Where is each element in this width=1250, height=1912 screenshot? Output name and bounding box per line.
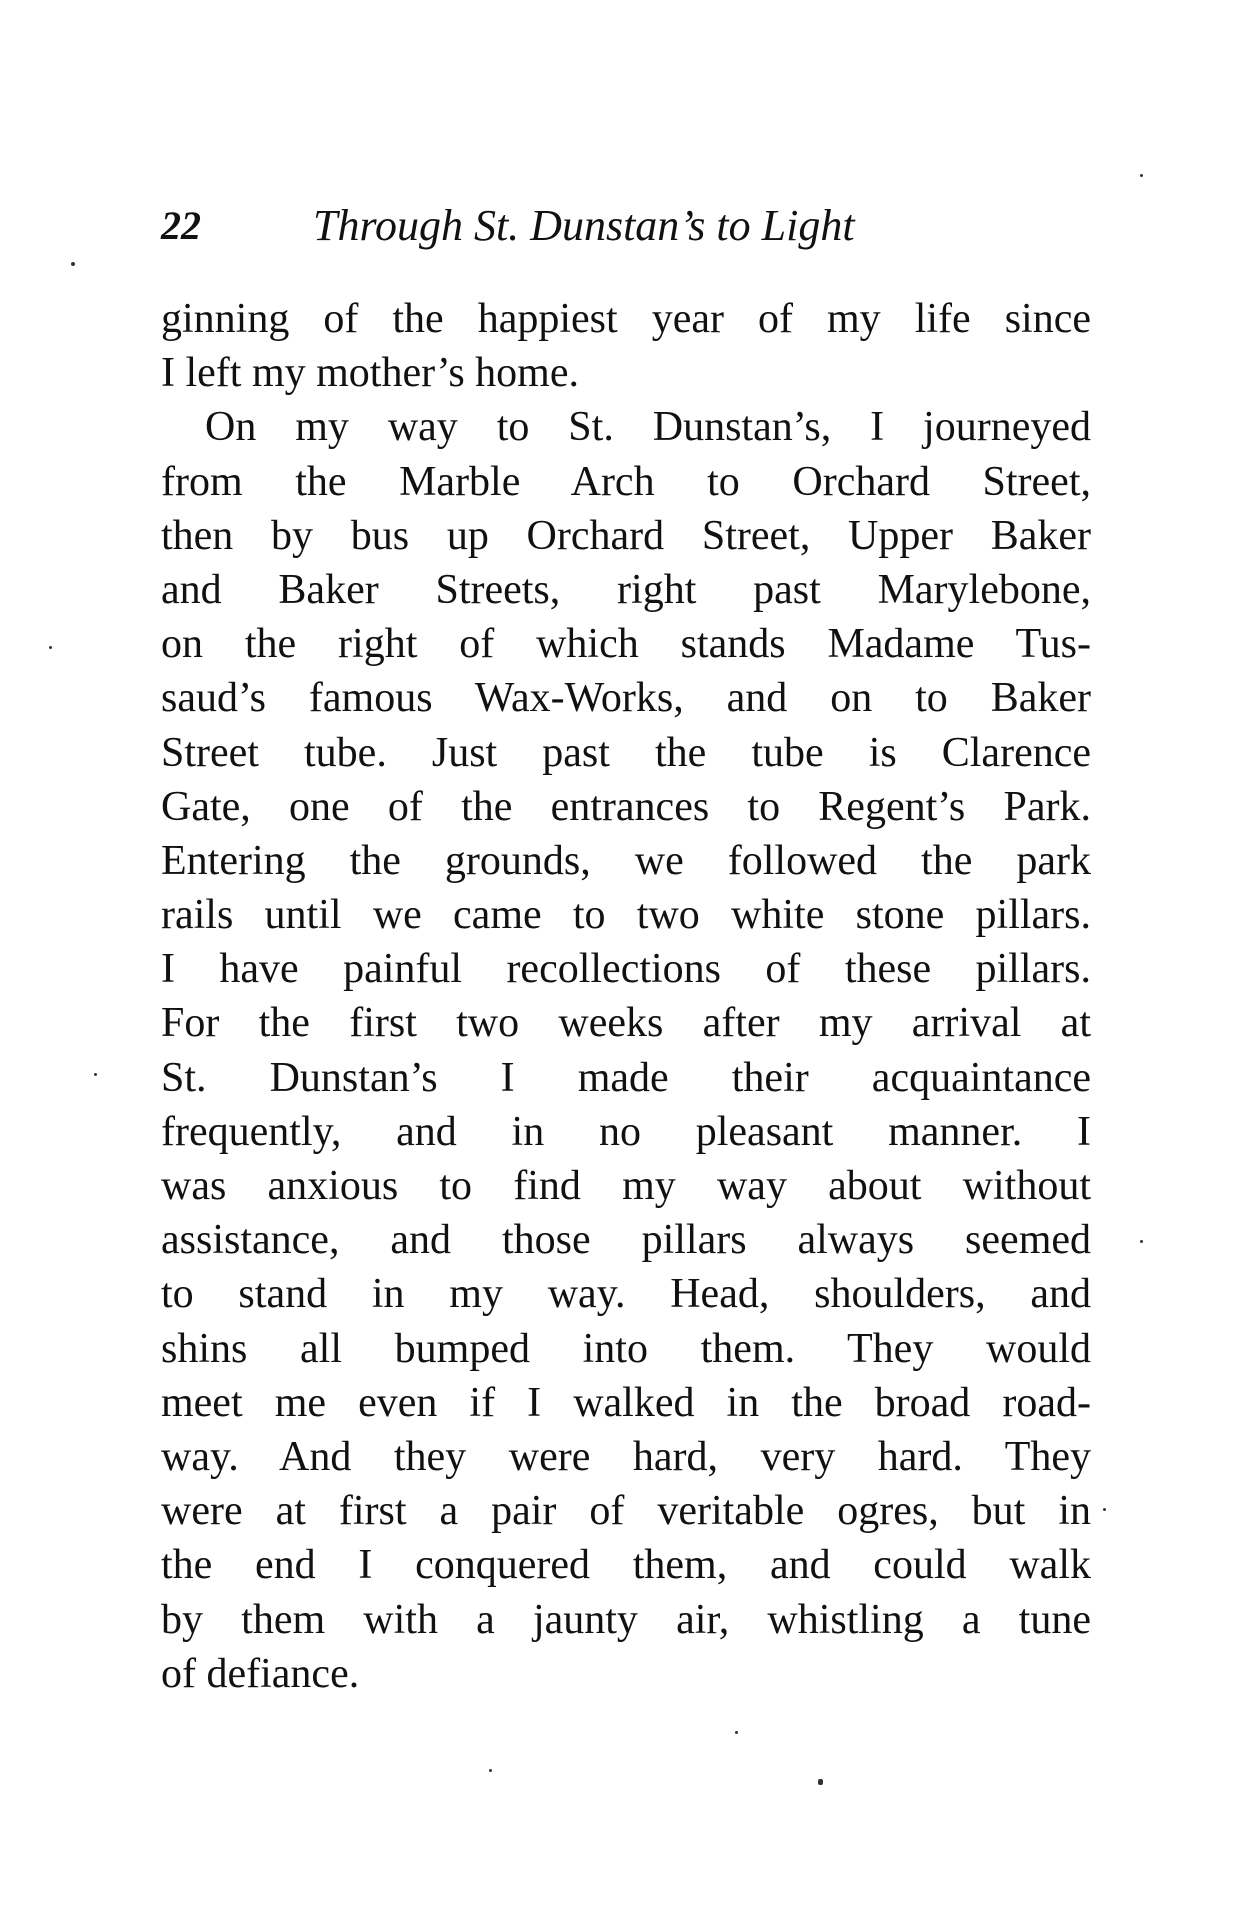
scan-speck	[49, 646, 52, 649]
text-line: then by bus up Orchard Street, Upper Baker	[161, 512, 1091, 559]
text-line: the end I conquered them, and could walk	[161, 1542, 1091, 1589]
text-line: shins all bumped into them. They would	[161, 1325, 1091, 1372]
text-line: from the Marble Arch to Orchard Street,	[161, 458, 1091, 505]
text-line: rails until we came to two white stone pillars.	[161, 892, 1091, 939]
scan-speck	[1140, 1240, 1143, 1243]
text-line: by them with a jaunty air, whistling a tune	[161, 1596, 1091, 1643]
text-line: Entering the grounds, we followed the park	[161, 837, 1091, 884]
scan-speck	[71, 262, 75, 266]
text-line: of defiance.	[161, 1650, 360, 1697]
scan-speck	[94, 1073, 97, 1076]
running-title: Through St. Dunstan’s to Light	[313, 201, 855, 250]
text-line: and Baker Streets, right past Marylebone,	[161, 566, 1091, 613]
text-line: saud’s famous Wax-Works, and on to Baker	[161, 675, 1091, 722]
text-line: St. Dunstan’s I made their acquaintance	[161, 1054, 1091, 1101]
text-line: frequently, and in no pleasant manner. I	[161, 1108, 1091, 1155]
text-line: were at first a pair of veritable ogres, but in	[161, 1488, 1091, 1535]
text-line: I left my mother’s home.	[161, 350, 579, 397]
running-head	[161, 196, 1091, 256]
text-line: Gate, one of the entrances to Regent’s Park.	[161, 783, 1091, 830]
paragraph-start-line: On my way to St. Dunstan’s, I journeyed	[205, 404, 1091, 451]
scan-speck	[1103, 1508, 1106, 1511]
text-line: was anxious to find my way about without	[161, 1163, 1091, 1209]
text-line: ginning of the happiest year of my life since	[161, 296, 1091, 342]
body-text	[161, 292, 1091, 1701]
text-line: to stand in my way. Head, shoulders, and	[161, 1271, 1091, 1318]
text-line: way. And they were hard, very hard. They	[161, 1433, 1091, 1480]
text-line: assistance, and those pillars always seemed	[161, 1217, 1091, 1264]
text-line: I have painful recollections of these pillars.	[161, 946, 1091, 993]
scan-speck	[1140, 174, 1143, 177]
text-line: Street tube. Just past the tube is Clarence	[161, 729, 1091, 776]
scan-speck	[818, 1779, 823, 1785]
scan-speck	[735, 1731, 738, 1734]
text-line: meet me even if I walked in the broad road-	[161, 1379, 1091, 1426]
scan-speck	[489, 1769, 492, 1772]
text-line: on the right of which stands Madame Tus-	[161, 621, 1091, 668]
page-number: 22	[161, 203, 201, 248]
text-line: For the first two weeks after my arrival at	[161, 1000, 1091, 1047]
